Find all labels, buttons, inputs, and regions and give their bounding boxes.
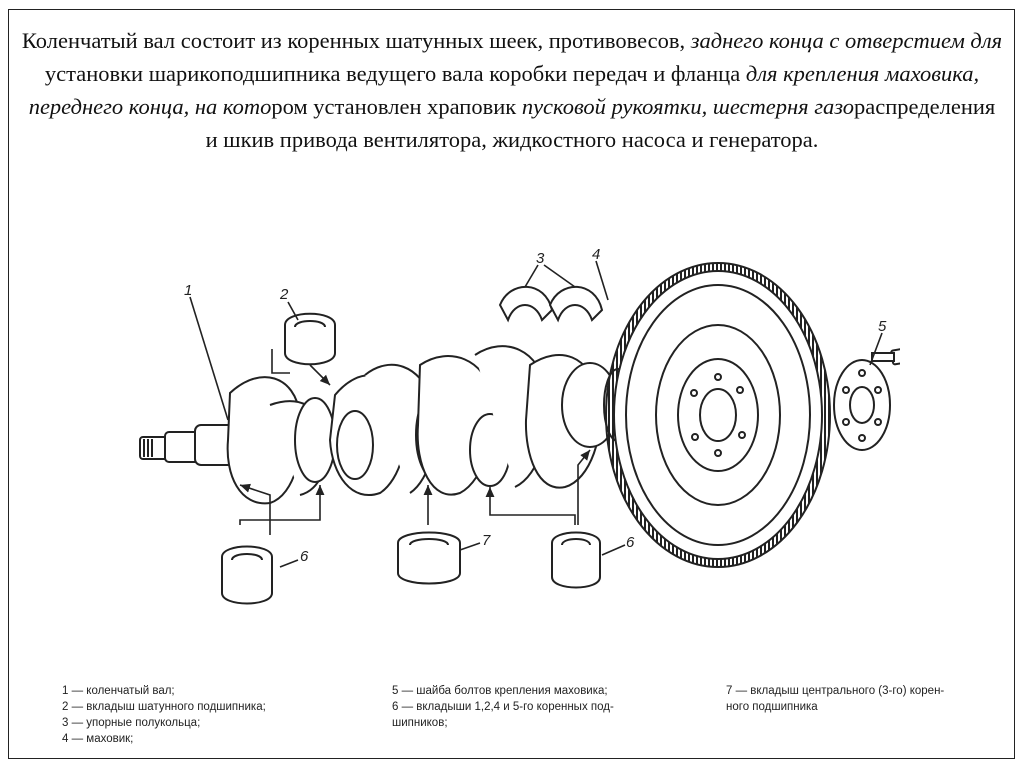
legend-item: 4 — маховик; — [62, 733, 134, 745]
callout-6-left: 6 — [300, 548, 309, 565]
intro-part-3: установки шарикоподшипника ведущего вала коробки передач и фланца — [44, 61, 746, 86]
legend-item: ного подшипника — [726, 701, 818, 713]
bearing-shell-7 — [398, 533, 460, 584]
legend-item: шипников; — [392, 717, 448, 729]
legend-item: 1 — коленчатый вал; — [62, 685, 175, 697]
crankshaft-exploded-diagram — [120, 225, 900, 665]
intro-part-4: для крепления маховика, переднего конца, на кото — [28, 61, 980, 119]
intro-text — [20, 24, 1004, 156]
legend-item: 3 — упорные полукольца; — [62, 717, 201, 729]
callout-7: 7 — [482, 532, 491, 549]
intro-part-2: заднего конца с отверстием для — [690, 28, 1003, 53]
legend-item: 2 — вкладыш шатунного подшипника; — [62, 701, 266, 713]
legend-item: 5 — шайба болтов крепления маховика; — [392, 685, 608, 697]
callout-6-right: 6 — [626, 534, 635, 551]
legend-item: 6 — вкладыши 1,2,4 и 5-го коренных под- — [392, 701, 614, 713]
thrust-half-rings — [500, 287, 602, 320]
callout-1: 1 — [184, 282, 193, 299]
intro-part-6: пусковой рукоятки, шестерня газо — [521, 94, 854, 119]
callout-5: 5 — [878, 318, 887, 335]
callout-3: 3 — [536, 250, 545, 267]
callout-4: 4 — [592, 246, 601, 263]
legend-column-3 — [726, 683, 944, 715]
intro-part-5: ром установлен храповик — [271, 94, 522, 119]
callout-2: 2 — [280, 286, 289, 303]
legend-column-2 — [392, 683, 614, 731]
flywheel-bolt-washer — [834, 347, 900, 450]
crankshaft — [140, 346, 632, 503]
legend-column-1 — [62, 683, 266, 747]
bearing-shell-6-left — [222, 547, 272, 604]
bearing-shell-6-right — [552, 533, 600, 588]
bearing-shell-2 — [285, 314, 335, 365]
intro-part-7: распределения и шкив привода вентилятора, жидкостного насоса и генератора. — [205, 94, 996, 152]
intro-part-1: Коленчатый вал состоит из коренных шатунных шеек, противовесов, — [21, 28, 691, 53]
flywheel — [606, 263, 830, 567]
legend-item: 7 — вкладыш центрального (3-го) корен- — [726, 685, 945, 697]
